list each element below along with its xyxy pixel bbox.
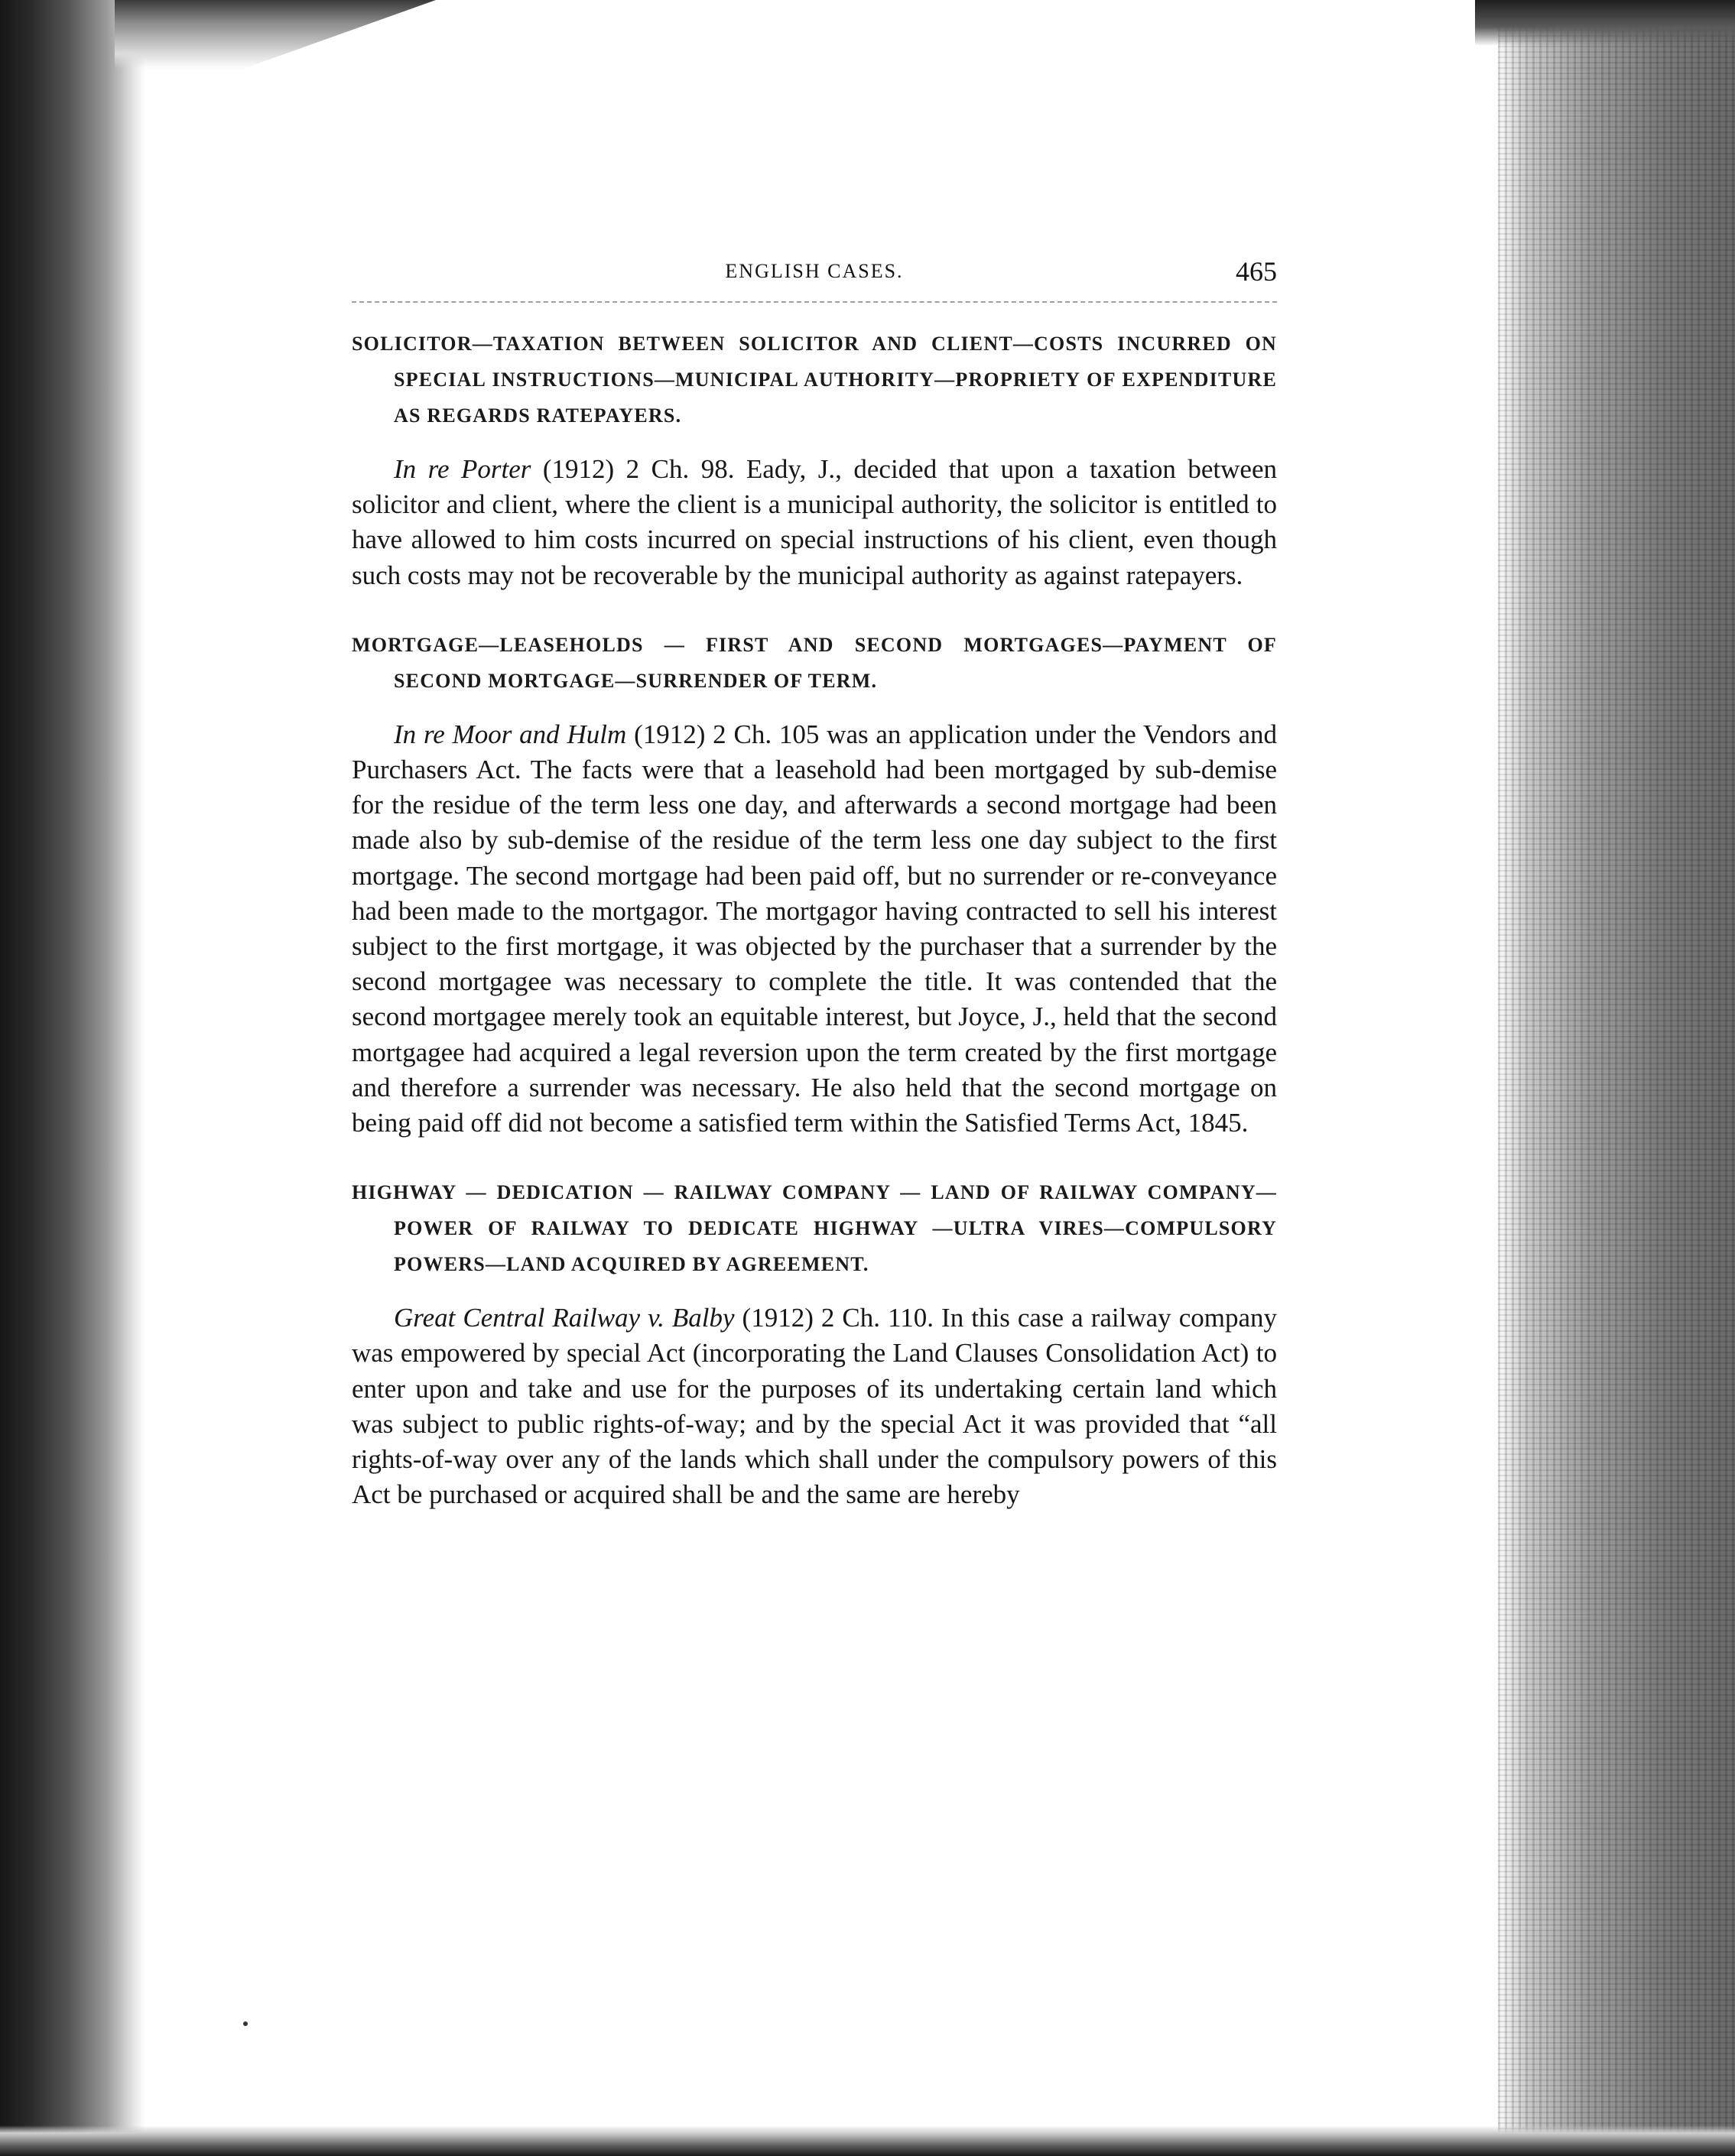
case-body (352, 452, 1277, 593)
header-rule (352, 301, 1277, 303)
margin-dot (243, 2021, 248, 2026)
case-citation: Great Central Railway v. Balby (394, 1303, 735, 1333)
page-number: 465 (1236, 256, 1277, 287)
case-moor-and-hulm (352, 627, 1277, 1141)
scan-right-edge (1498, 0, 1735, 2156)
case-body (352, 1300, 1277, 1512)
case-headnote: HIGHWAY — DEDICATION — RAILWAY COMPANY — LAND OF RAILWAY COMPANY—POWER OF RAILWAY TO DEDICATE HIGHWAY —ULTRA VIRES—COMPULSORY POWERS—LAND ACQUIRED BY AGREEMENT. (352, 1181, 1277, 1276)
case-body (352, 717, 1277, 1141)
running-head (352, 252, 1277, 291)
scan-left-edge (0, 0, 145, 2156)
case-citation: In re Porter (394, 454, 531, 484)
scan-top-shadow (115, 0, 436, 69)
case-headnote: MORTGAGE—LEASEHOLDS — FIRST AND SECOND MORTGAGES—PAYMENT OF SECOND MORTGAGE—SURRENDER OF TERM. (352, 633, 1277, 692)
case-headnote: SOLICITOR—TAXATION BETWEEN SOLICITOR AND CLIENT—COSTS INCURRED ON SPECIAL INSTRUCTIONS—MUNICIPAL AUTHORITY—PROPRIETY OF EXPENDITURE AS REGARDS RATEPAYERS. (352, 333, 1277, 427)
case-text: (1912) 2 Ch. 110. In this case a railway company was empowered by special Act (incorporating the Land Clauses Consolidation Act) to enter upon and take and use for the purposes of its undertaking certain land which was subject to public rights-of-way; and by the special Act it was provided that “all rights-of-way over any of the lands which shall under the compulsory powers of this Act be purchased or acquired shall be and the same are hereby (352, 1303, 1277, 1510)
case-great-central-railway (352, 1174, 1277, 1512)
case-porter (352, 326, 1277, 593)
scan-bottom-edge (0, 2125, 1735, 2156)
case-text: (1912) 2 Ch. 105 was an application under the Vendors and Purchasers Act. The facts were that a leasehold had been mortgaged by sub-demise for the residue of the term less one day, and afterwards a second mortgage had been made also by sub-demise of the residue of the term less one day subject to the first mortgage. The second mortgage had been paid off, but no surrender or re-conveyance had been made to the mortgagor. The mortgagor having contracted to sell his interest subject to the first mortgage, it was objected by the purchaser that a surrender by the second mortgagee was necessary to complete the title. It was contended that the second mortgagee merely took an equitable interest, but Joyce, J., held that the second mortgagee had acquired a legal reversion upon the term created by the first mortgage and therefore a surrender was necessary. He also held that the second mortgage on being paid off did not become a satisfied term within the Satisfied Terms Act, 1845. (352, 719, 1277, 1138)
case-citation: In re Moor and Hulm (394, 719, 627, 749)
running-title: ENGLISH CASES. (725, 260, 904, 282)
scan-right-top-band (1475, 0, 1735, 46)
case-text: (1912) 2 Ch. 98. Eady, J., decided that upon a taxation between solicitor and client, where the client is a municipal authority, the solicitor is entitled to have allowed to him costs incurred on special instructions of his client, even though such costs may not be recoverable by the municipal authority as against ratepayers. (352, 454, 1277, 590)
book-page (352, 252, 1277, 1512)
